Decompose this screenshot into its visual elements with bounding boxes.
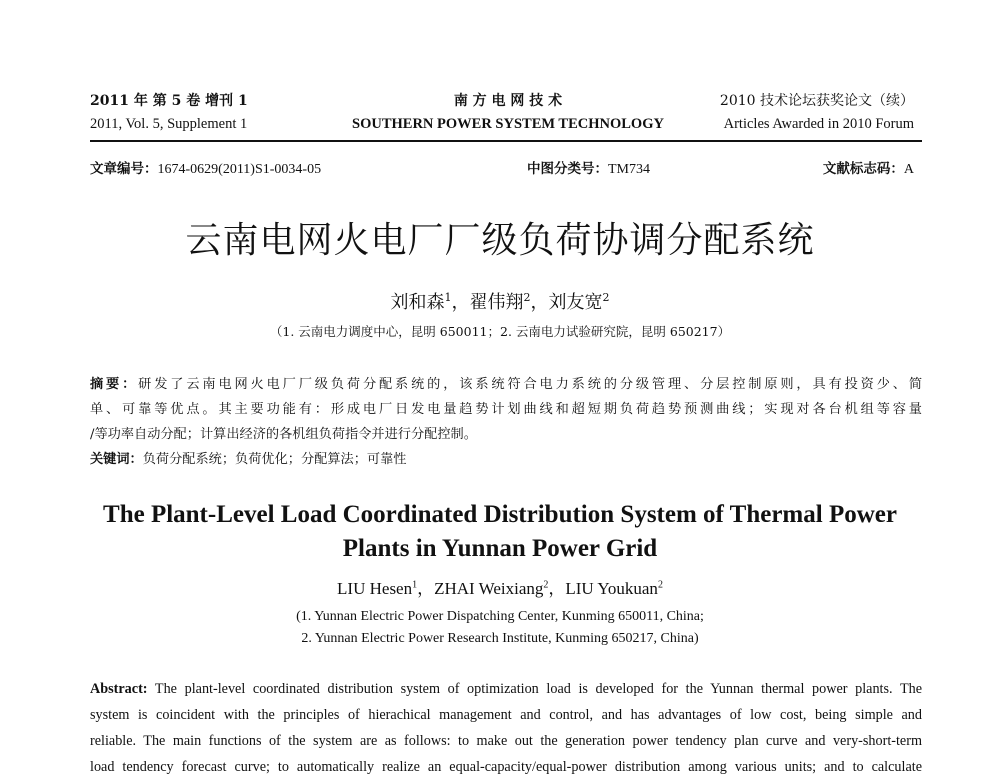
article-number-value: 1674-0629(2011)S1-0034-05 bbox=[157, 162, 322, 177]
journal-name-en: SOUTHERN POWER SYSTEM TECHNOLOGY bbox=[352, 116, 664, 132]
journal-issue-en: 2011, Vol. 5, Supplement 1 bbox=[90, 116, 248, 132]
abstract-cn-line-2: 单、可靠等优点。其主要功能有：形成电厂日发电量趋势计划曲线和超短期负荷趋势预测曲线；实现对各台机组等容量 bbox=[90, 402, 922, 417]
document-code bbox=[823, 157, 914, 178]
author-1-en-sup: 1 bbox=[412, 579, 418, 591]
author-3-en: LIU Youkuan bbox=[565, 579, 658, 598]
abstract-cn-line-3: /等功率自动分配；计算出经济的各机组负荷指令并进行分配控制。 bbox=[90, 427, 477, 442]
abstract-en bbox=[90, 676, 922, 780]
affiliations-cn: （1. 云南电力调度中心，昆明 650011；2. 云南电力试验研究院，昆明 650217） bbox=[269, 324, 731, 339]
abstract-en-line-3: reliable. The main functions of the system are as follows: to make out the generation power tendency plan curve and very-short-term bbox=[90, 733, 922, 749]
clc-number-value: TM734 bbox=[608, 162, 650, 177]
keywords-cn-text: 负荷分配系统；负荷优化；分配算法；可靠性 bbox=[142, 452, 407, 467]
author-sep: ， bbox=[548, 579, 566, 598]
author-sep: ， bbox=[417, 579, 435, 598]
author-3-en-sup: 2 bbox=[657, 579, 663, 591]
abstract-cn-label: 摘要： bbox=[90, 377, 139, 392]
clc-number bbox=[527, 157, 650, 178]
abstract-en-line-4: load tendency forecast curve; to automatically realize an equal-capacity/equal-power distribution among various units; and to calculate bbox=[90, 759, 922, 775]
document-code-value: A bbox=[903, 162, 914, 177]
abstract-cn-text-1: 研发了云南电网火电厂厂级负荷分配系统的，该系统符合电力系统的分级管理、分层控制原则，具有投资少、简 bbox=[138, 377, 923, 392]
paper-title-en-line-2: Plants in Yunnan Power Grid bbox=[342, 535, 658, 562]
forum-label-en: Articles Awarded in 2010 Forum bbox=[723, 116, 914, 132]
article-number-label: 文章编号： bbox=[90, 161, 158, 177]
author-1-cn: 刘和森 bbox=[390, 292, 445, 313]
author-sep: ， bbox=[530, 292, 549, 313]
journal-name-cn: 南 方 电 网 技 术 bbox=[453, 93, 563, 109]
author-sep: ， bbox=[451, 292, 470, 313]
abstract-cn-line-1 bbox=[90, 372, 922, 397]
forum-label-cn: 2010 技术论坛获奖论文（续） bbox=[719, 93, 914, 109]
affiliations-en bbox=[0, 606, 1000, 650]
header-rule bbox=[90, 140, 922, 142]
abstract-cn bbox=[90, 372, 922, 472]
paper-title-en-line-1: The Plant-Level Load Coordinated Distribution System of Thermal Power bbox=[103, 501, 897, 528]
author-1-en: LIU Hesen bbox=[337, 579, 413, 598]
abstract-en-line-2: system is coincident with the principles of hierachical management and control, and has advantages of low cost, being simple and bbox=[90, 707, 922, 723]
author-3-cn: 刘友宽 bbox=[548, 292, 603, 313]
author-2-cn-sup: 2 bbox=[523, 291, 531, 304]
author-1-cn-sup: 1 bbox=[444, 291, 452, 304]
clc-number-label: 中图分类号： bbox=[527, 161, 608, 177]
authors-cn bbox=[0, 288, 1000, 314]
paper-title-en bbox=[0, 498, 1000, 566]
journal-issue-cn: 2011 年 第 5 卷 增刊 1 bbox=[90, 93, 248, 109]
author-2-en: ZHAI Weixiang bbox=[434, 579, 544, 598]
paper-title-cn: 云南电网火电厂厂级负荷协调分配系统 bbox=[185, 220, 815, 261]
author-2-en-sup: 2 bbox=[543, 579, 549, 591]
keywords-cn bbox=[90, 447, 922, 472]
keywords-cn-label: 关键词： bbox=[90, 452, 143, 467]
abstract-en-label: Abstract: bbox=[90, 681, 148, 697]
affiliations-en-line-1: (1. Yunnan Electric Power Dispatching Center, Kunming 650011, China; bbox=[296, 609, 704, 624]
abstract-en-text-1: The plant-level coordinated distribution system of optimization load is developed for the Yunnan thermal power plants. The bbox=[154, 681, 923, 697]
affiliations-en-line-2: 2. Yunnan Electric Power Research Institute, Kunming 650217, China) bbox=[301, 631, 699, 646]
article-number bbox=[90, 157, 321, 178]
abstract-en-line-1 bbox=[90, 676, 922, 702]
authors-en bbox=[0, 574, 1000, 599]
author-2-cn: 翟伟翔 bbox=[469, 292, 524, 313]
author-3-cn-sup: 2 bbox=[602, 291, 610, 304]
document-code-label: 文献标志码： bbox=[822, 161, 904, 177]
